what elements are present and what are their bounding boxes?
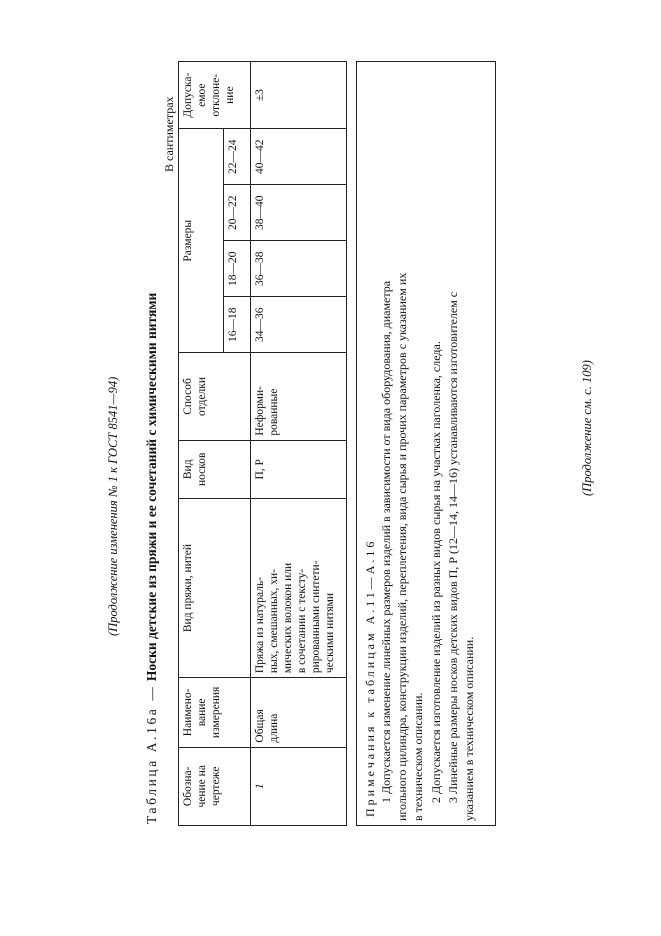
note-1-line-2: игольного цилиндра, конструкции изделий, переплетения, вида сырья и прочих параметров с указанием их bbox=[395, 272, 409, 821]
size-col-20-22: 20—22 bbox=[224, 185, 251, 241]
cell-size-22-24: 40—42 bbox=[251, 129, 347, 185]
table-title bbox=[144, 293, 160, 824]
col-header-tolerance: Допуска- емое отклоне- ние bbox=[179, 62, 251, 129]
col-header-designation: Обозна- чение на чертеже bbox=[179, 747, 251, 825]
note-1-line-1: 1 Допускается изменение линейных размеров изделий в зависимости от вида оборудования, диаметра bbox=[379, 280, 393, 803]
cell-size-20-22: 38—40 bbox=[251, 185, 347, 241]
table-title-prefix: Таблица А.16а — bbox=[144, 684, 159, 824]
table-row bbox=[251, 62, 347, 826]
col-header-sizes: Размеры bbox=[179, 129, 224, 353]
continuation-footer: (Продолжение см. с. 109) bbox=[580, 360, 594, 496]
note-1-line-3: в техническом описании. bbox=[411, 692, 425, 821]
continuation-header: (Продолжение изменения № 1 к ГОСТ 8541—94) bbox=[106, 376, 120, 636]
sizes-table bbox=[178, 61, 347, 826]
cell-size-18-20: 36—38 bbox=[251, 241, 347, 297]
table-header-row bbox=[179, 62, 224, 826]
size-col-18-20: 18—20 bbox=[224, 241, 251, 297]
cell-measurement: Общая длина bbox=[251, 678, 347, 747]
cell-size-16-18: 34—36 bbox=[251, 297, 347, 353]
cell-designation: 1 bbox=[251, 747, 347, 825]
units-label: В сантиметрах bbox=[162, 96, 176, 172]
size-col-16-18: 16—18 bbox=[224, 297, 251, 353]
cell-socks: П, Р bbox=[251, 440, 347, 498]
col-header-socks: Вид носков bbox=[179, 440, 251, 498]
notes-heading: Примечания к таблицам А.11—А.16 bbox=[363, 538, 377, 817]
size-col-22-24: 22—24 bbox=[224, 129, 251, 185]
col-header-measurement: Наимено- вание измерения bbox=[179, 678, 251, 747]
cell-yarn: Пряжа из натураль- ных, смешанных, хи- мических волокон или в сочетании с тексту- рированными синтети- ческими нитями bbox=[251, 498, 347, 677]
col-header-finishing: Способ отделки bbox=[179, 353, 251, 440]
note-3-line-1: 3 Линейные размеры носков детских видов П, Р (12—14, 14—16) устанавливаются изготовителем с bbox=[446, 291, 460, 803]
table-title-text: Носки детские из пряжи и ее сочетаний с химическими нитями bbox=[144, 292, 159, 682]
col-header-yarn: Вид пряжи, нитей bbox=[179, 498, 251, 677]
note-2: 2 Допускается изготовление изделий из разных видов сырья на участках паголенка, следа. bbox=[429, 341, 443, 803]
cell-tolerance: ±3 bbox=[251, 62, 347, 129]
notes-box bbox=[356, 61, 496, 826]
note-3-line-2: указанием в техническом описании. bbox=[462, 636, 476, 821]
cell-finishing: Неформи- рованные bbox=[251, 353, 347, 440]
